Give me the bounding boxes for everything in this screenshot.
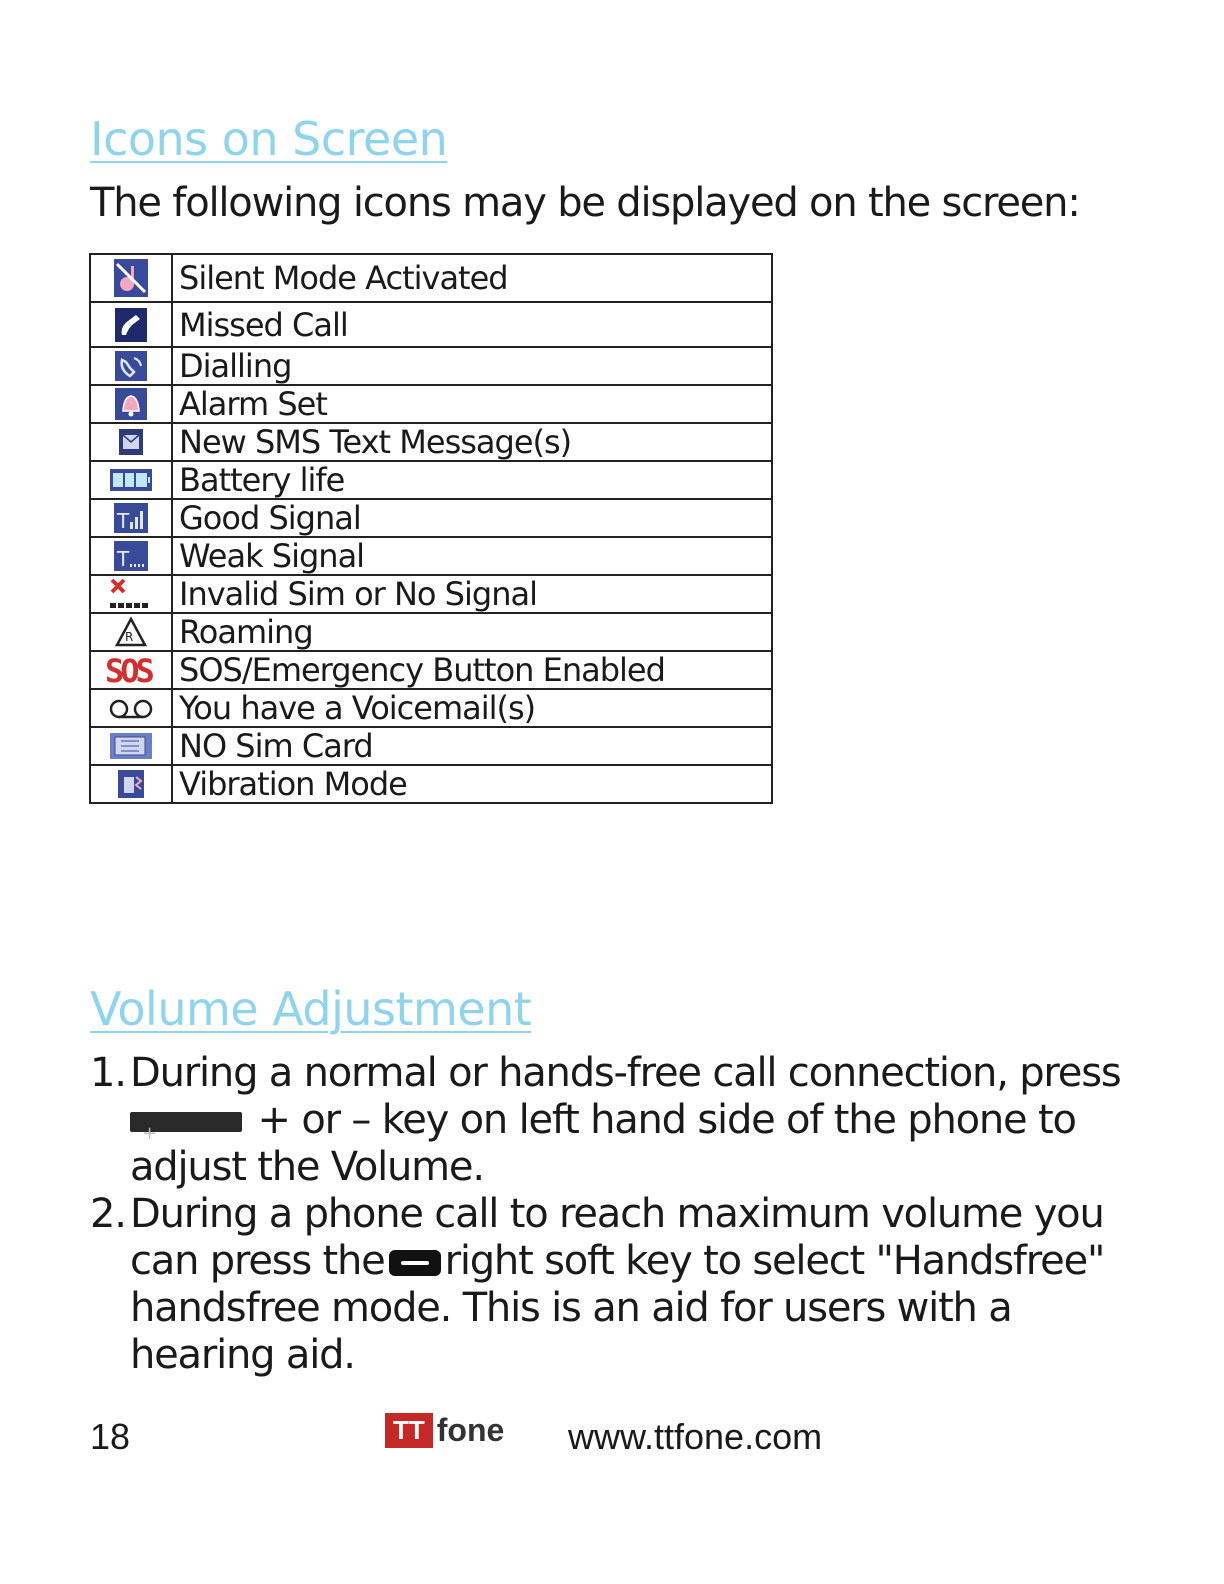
list-item [90, 1050, 1150, 1191]
logo-fone: fone [436, 1412, 505, 1448]
missed-call-icon [90, 302, 172, 347]
website-url: www.ttfone.com [568, 1416, 823, 1457]
no-signal-icon [90, 575, 172, 613]
soft-key-icon [389, 1250, 441, 1276]
volume-steps [90, 1050, 1150, 1379]
table-row [90, 689, 772, 727]
table-row [90, 575, 772, 613]
table-row-label: Alarm Set [172, 385, 772, 423]
alarm-icon [90, 385, 172, 423]
page-footer [0, 1412, 1224, 1462]
table-row [90, 727, 772, 765]
table-row-label: Missed Call [172, 302, 772, 347]
step-text-start: During a normal or hands-free call connection, press [130, 1050, 1121, 1096]
volume-key-icon: + [130, 1112, 242, 1132]
ttfone-logo [385, 1412, 504, 1450]
vibration-icon [90, 765, 172, 803]
table-row-label: SOS/Emergency Button Enabled [172, 651, 772, 689]
weak-signal-icon [90, 537, 172, 575]
step-text-end: + or – key on left hand side of the phone to adjust the Volume. [130, 1097, 1076, 1190]
sos-icon [90, 651, 172, 689]
step-text-end: right soft key to select "Handsfree" handsfree mode. This is an aid for users with a hearing aid. [130, 1238, 1105, 1378]
table-row [90, 347, 772, 385]
table-row [90, 613, 772, 651]
no-sim-icon [90, 727, 172, 765]
table-row-label: You have a Voicemail(s) [172, 689, 772, 727]
svg-text:T: T [117, 547, 130, 571]
voicemail-icon [90, 689, 172, 727]
sms-icon [90, 423, 172, 461]
table-row-label: Invalid Sim or No Signal [172, 575, 772, 613]
icons-table [89, 253, 773, 804]
battery-icon [90, 461, 172, 499]
table-row [90, 765, 772, 803]
table-row [90, 254, 772, 302]
roaming-icon [90, 613, 172, 651]
svg-text:T: T [117, 509, 130, 533]
section-title-icons: Icons on Screen [90, 112, 448, 166]
list-item [90, 1191, 1150, 1379]
logo-tt: TT [385, 1413, 433, 1448]
table-row [90, 423, 772, 461]
table-row-label: Vibration Mode [172, 765, 772, 803]
table-row-label: Dialling [172, 347, 772, 385]
table-row-label: Silent Mode Activated [172, 254, 772, 302]
table-row-label: Battery life [172, 461, 772, 499]
table-row [90, 537, 772, 575]
table-row [90, 461, 772, 499]
table-row-label: Good Signal [172, 499, 772, 537]
table-row [90, 651, 772, 689]
section-title-volume: Volume Adjustment [90, 982, 532, 1036]
page-number: 18 [90, 1416, 131, 1457]
step-text-start: During a phone call to reach maximum volume you can press the [130, 1191, 1104, 1284]
sos-icon-text: SOS [105, 653, 151, 687]
step-number: 2. [90, 1191, 126, 1237]
table-row [90, 385, 772, 423]
step-number: 1. [90, 1050, 126, 1096]
table-row [90, 302, 772, 347]
svg-text:R: R [125, 630, 134, 644]
dialling-icon [90, 347, 172, 385]
table-row [90, 499, 772, 537]
silent-mode-icon [90, 254, 172, 302]
table-row-label: Weak Signal [172, 537, 772, 575]
intro-text: The following icons may be displayed on the screen: [90, 180, 1080, 226]
table-row-label: Roaming [172, 613, 772, 651]
table-row-label: New SMS Text Message(s) [172, 423, 772, 461]
good-signal-icon [90, 499, 172, 537]
table-row-label: NO Sim Card [172, 727, 772, 765]
